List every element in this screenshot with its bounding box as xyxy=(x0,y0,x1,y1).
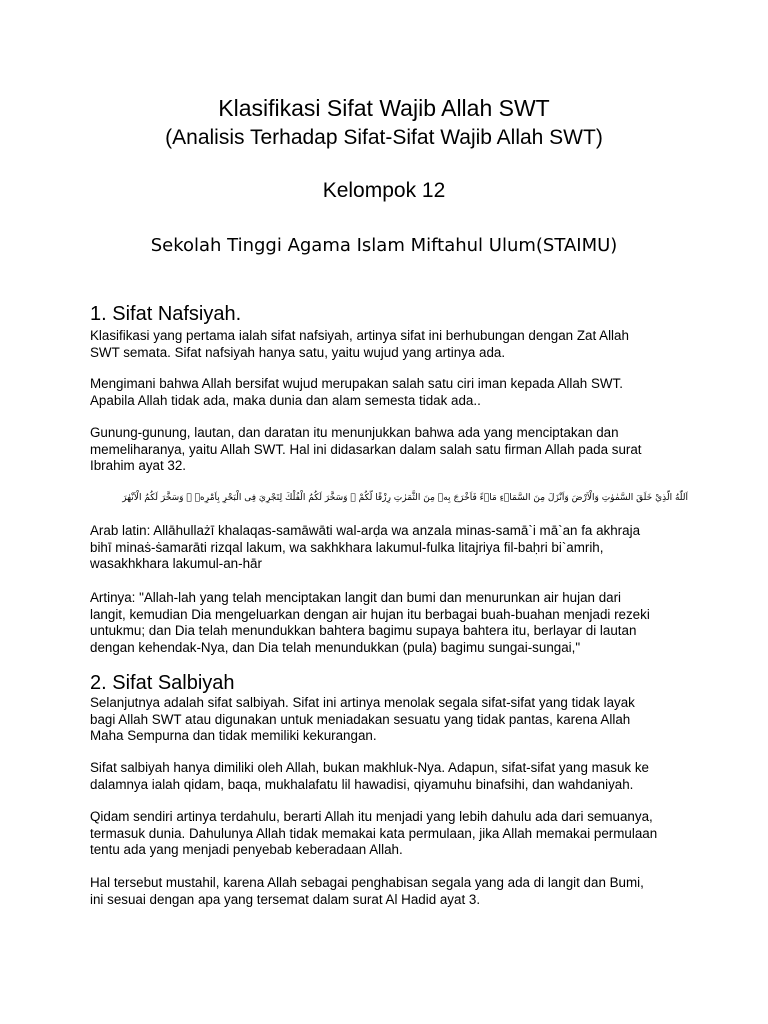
section-heading-salbiyah: 2. Sifat Salbiyah xyxy=(90,672,235,694)
arab-latin-transliteration: Arab latin: Allāhullażī khalaqas-samāwāti wal-arḍa wa anzala minas-samā`i mā`an fa akhraja bihī minaṡ-ṡamarāti rizqal lakum, wa sakhkhara lakumul-fulka litajriya fil-baḥri bi`amrih, wasakhkhara lakumul-an-hār xyxy=(90,523,641,571)
paragraph: Mengimani bahwa Allah bersifat wujud merupakan salah satu ciri iman kepada Allah SWT. Apabila Allah tidak ada, maka dunia dan alam semesta tidak ada.. xyxy=(90,376,623,408)
school-name: Sekolah Tinggi Agama Islam Miftahul Ulum(STAIMU) xyxy=(150,235,618,256)
verse-translation: Artinya: "Allah-lah yang telah menciptakan langit dan bumi dan menurunkan air hujan dari langit, kemudian Dia mengeluarkan dengan air hujan itu berbagai buah-buahan menjadi rezeki untukmu; dan Dia telah menundukkan bahtera bagimu supaya bahtera itu, berlayar di lautan dengan kehendak-Nya, dan Dia telah menundukkan (pula) bagimu sungai-sungai," xyxy=(90,590,650,655)
paragraph: Gunung-gunung, lautan, dan daratan itu menunjukkan bahwa ada yang menciptakan dan memeliharanya, yaitu Allah SWT. Hal ini didasarkan dalam salah satu firman Allah pada surat Ibrahim ayat 32. xyxy=(90,425,642,473)
paragraph: Qidam sendiri artinya terdahulu, berarti Allah itu menjadi yang lebih dahulu ada dari semuanya, termasuk dunia. Dahulunya Allah tidak memakai kata permulaan, jika Allah memakai permulaan tentu ada yang menjadi penyebab keberadaan Allah. xyxy=(90,809,658,857)
document-subtitle: (Analisis Terhadap Sifat-Sifat Wajib Allah SWT) xyxy=(165,126,603,149)
group-name: Kelompok 12 xyxy=(322,179,446,202)
paragraph: Klasifikasi yang pertama ialah sifat nafsiyah, artinya sifat ini berhubungan dengan Zat Allah SWT semata. Sifat nafsiyah hanya satu, yaitu wujud yang artinya ada. xyxy=(90,328,629,360)
document-title: Klasifikasi Sifat Wajib Allah SWT xyxy=(218,95,550,121)
paragraph: Sifat salbiyah hanya dimiliki oleh Allah, bukan makhluk-Nya. Adapun, sifat-sifat yang masuk ke dalamnya ialah qidam, baqa, mukhalafatu lil hawadisi, qiyamuhu binafsihi, dan wahdaniyah. xyxy=(90,760,649,792)
paragraph: Selanjutnya adalah sifat salbiyah. Sifat ini artinya menolak segala sifat-sifat yang tidak layak bagi Allah SWT atau digunakan untuk meniadakan sesuatu yang tidak pantas, karena Allah Maha Sempurna dan tidak memiliki kekurangan. xyxy=(90,695,635,743)
section-heading-nafsiyah: 1. Sifat Nafsiyah. xyxy=(90,303,242,325)
arabic-verse: اَللّٰهُ الَّذِيْ خَلَقَ السَّمٰوٰتِ وَالْاَرْضَ وَاَنْزَلَ مِنَ السَّمَاۤءِ مَاۤءً فَاَخْرَجَ بِهٖ مِنَ الثَّمَرٰتِ رِزْقًا لَّكُمْ ۚ وَسَخَّرَ لَكُمُ الْفُلْكَ لِتَجْرِيَ فِى الْبَحْرِ بِاَمْرِهٖ ۚ وَسَخَّرَ لَكُمُ الْاَنْهٰرَ xyxy=(122,493,688,503)
paragraph: Hal tersebut mustahil, karena Allah sebagai penghabisan segala yang ada di langit dan Bumi, ini sesuai dengan apa yang tersemat dalam surat Al Hadid ayat 3. xyxy=(90,875,644,907)
